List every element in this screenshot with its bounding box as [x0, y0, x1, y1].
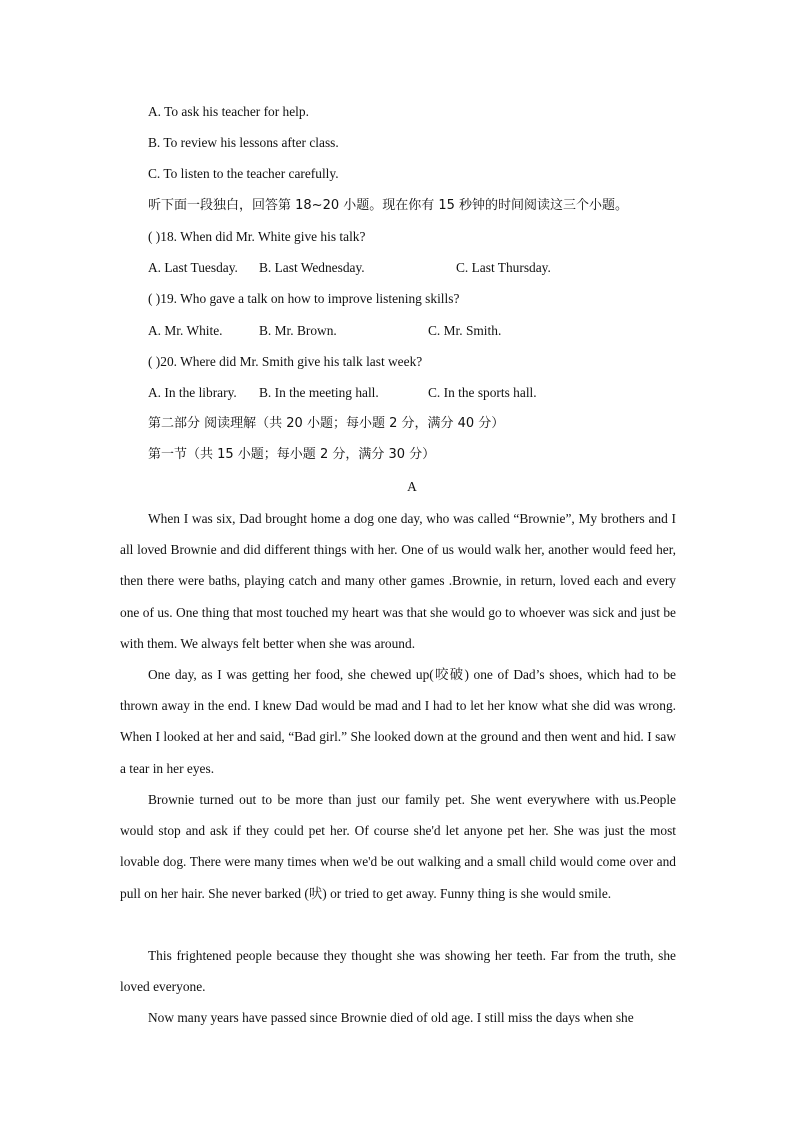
q18-option-a: A. Last Tuesday.	[148, 260, 238, 275]
passage-paragraph-5: Now many years have passed since Brownie died of old age. I still miss the days when she	[148, 1010, 634, 1025]
q19-option-b: B. Mr. Brown.	[259, 323, 337, 338]
monologue-instruction: 听下面一段独白，回答第 18~20 小题。现在你有 15 秒钟的时间阅读这三个小题。	[148, 198, 629, 213]
question-18-options	[148, 258, 588, 278]
part2-heading: 第二部分 阅读理解（共 20 小题；每小题 2 分，满分 40 分）	[148, 416, 505, 431]
q17-option-c: C. To listen to the teacher carefully.	[148, 166, 339, 181]
passage-paragraph-4: This frightened people because they thought she was showing her teeth. Far from the truth, she loved everyone.	[120, 948, 676, 995]
q17-option-a: A. To ask his teacher for help.	[148, 104, 309, 119]
section1-heading: 第一节（共 15 小题；每小题 2 分，满分 30 分）	[148, 447, 436, 462]
passage-paragraph-1: When I was six, Dad brought home a dog one day, who was called “Brownie”, My brothers and I all loved Brownie and did different things with her. One of us would walk her, another would feed her, then there were baths, playing catch and many other games .Brownie, in return, loved each and every one of us. One thing that most touched my heart was that she would go to whoever was sick and just be with them. We always felt better when she was around.	[120, 511, 676, 651]
passage-paragraph-2: One day, as I was getting her food, she chewed up(咬破) one of Dad’s shoes, which had to be thrown away in the end. I knew Dad would be mad and I had to let her know what she did was wrong. When I looked at her and said, “Bad girl.” She looked down at the ground and then went and hid. I saw a tear in her eyes.	[120, 667, 676, 776]
passage-paragraph-3: Brownie turned out to be more than just our family pet. She went everywhere with us.People would stop and ask if they could pet her. Of course she'd let anyone pet her. She was just the most lovable dog. There were many times when we'd be out walking and a small child would come over and pull on her hair. She never barked (吠) or tried to get away. Funny thing is she would smile.	[120, 792, 676, 901]
q19-option-a: A. Mr. White.	[148, 323, 223, 338]
q20-option-b: B. In the meeting hall.	[259, 385, 379, 400]
q17-option-b: B. To review his lessons after class.	[148, 135, 339, 150]
q19-option-c: C. Mr. Smith.	[428, 323, 502, 338]
q20-option-c: C. In the sports hall.	[428, 385, 537, 400]
question-19-options	[148, 321, 588, 341]
question-18-stem: ( )18. When did Mr. White give his talk?	[148, 229, 366, 244]
q18-option-c: C. Last Thursday.	[456, 260, 551, 275]
question-19-stem: ( )19. Who gave a talk on how to improve listening skills?	[148, 291, 460, 306]
q20-option-a: A. In the library.	[148, 385, 237, 400]
question-20-options	[148, 383, 588, 403]
question-20-stem: ( )20. Where did Mr. Smith give his talk last week?	[148, 354, 423, 369]
passage-label: A	[407, 479, 417, 494]
q18-option-b: B. Last Wednesday.	[259, 260, 365, 275]
